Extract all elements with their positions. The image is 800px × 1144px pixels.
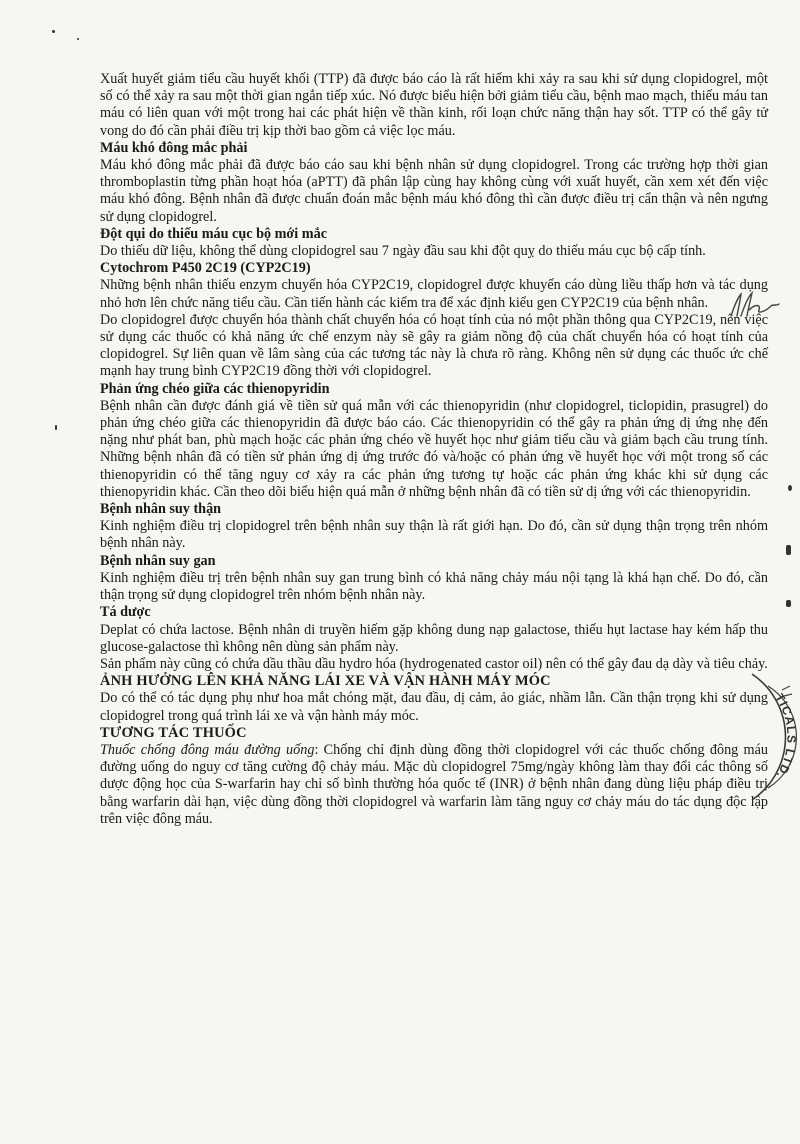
hepatic-impairment-heading: Bệnh nhân suy gan: [100, 552, 216, 569]
scan-speck: [52, 30, 55, 33]
oral-anticoagulants-lead: Thuốc chống đông máu đường uống: [100, 741, 315, 758]
oral-anticoagulants-text: : Chống chỉ định dùng đồng thời clopidogrel với các thuốc chống đông máu đường uống do nguy cơ tăng cường độ chảy máu. Mặc dù clopidogrel 75mg/ngày không làm thay đổi các thông số dược động học của S-warfarin hay chỉ số bình thường hóa quốc tế (INR) ở bệnh nhân đang dùng liệu pháp điều trị bằng warfarin dài hạn, việc dùng đồng thời clopidogrel và warfarin làm tăng nguy cơ chảy máu do tác dụng độc lập trên việc đông máu.: [100, 741, 768, 827]
hepatic-impairment-paragraph: Kinh nghiệm điều trị trên bệnh nhân suy gan trung bình có khả năng chảy máu nội tạng là khá hạn chế. Do đó, cần thận trọng sử dụng clopidogrel trên nhóm bệnh nhân này.: [100, 569, 768, 604]
signature-icon: [725, 290, 785, 322]
excipients-heading: Tá dược: [100, 604, 151, 621]
drug-interactions-paragraph: [100, 742, 768, 828]
ischemic-stroke-heading: Đột qụi do thiếu máu cục bộ mới mắc: [100, 225, 327, 242]
cross-reactivity-paragraph: Bệnh nhân cần được đánh giá về tiền sử quá mẫn với các thienopyridin (như clopidogrel, ticlopidin, prasugrel) do phản ứng chéo giữa các thienopyridin đã được báo cáo. Các thienopyridin có thể gây ra phản ứng dị ứng nhẹ đến nặng như phát ban, phù mạch hoặc các phản ứng chéo về huyết học như giảm tiểu cầu và giảm bạch cầu trung tính. Những bệnh nhân đã có tiền sử phản ứng dị ứng trước đó và/hoặc có phản ứng về huyết học với một trong số các thienopyridin có thể tăng nguy cơ xảy ra các phản ứng tương tự hoặc các phản ứng khác khi sử dụng các thienopyridin khác. Cần theo dõi biểu hiện quá mẫn ở những bệnh nhân đã có tiền sử dị ứng với các thienopyridin.: [100, 397, 768, 500]
renal-impairment-heading: Bệnh nhân suy thận: [100, 501, 222, 518]
renal-impairment-paragraph: Kinh nghiệm điều trị clopidogrel trên bệnh nhân suy thận là rất giới hạn. Do đó, cần sử dụng thận trọng trên nhóm bệnh nhân này.: [100, 518, 768, 552]
scan-speck: [55, 425, 57, 430]
stamp-text: TICALS LTD.: [772, 691, 799, 782]
acquired-hemophilia-paragraph: Máu khó đông mắc phải đã được báo cáo sau khi bệnh nhân sử dụng clopidogrel. Trong các trường hợp thời gian thromboplastin từng phần hoạt hóa (aPTT) đã phân lập cùng hay không cùng với xuất huyết, cần xem xét đến việc máu khó đông. Bệnh nhân đã được chuẩn đoán mắc bệnh máu khó đông thì cần được điều trị cẩn thận và nên ngưng sử dụng clopidogrel.: [100, 157, 768, 225]
svg-text:TICALS LTD.: [772, 691, 798, 782]
scan-speck: [786, 600, 791, 607]
driving-paragraph: Do có thể có tác dụng phụ như hoa mắt chóng mặt, đau đầu, dị cảm, ảo giác, nhầm lẫn. Cần thận trọng khi sử dụng clopidogrel trong quá trình lái xe và vận hành máy móc.: [100, 690, 768, 724]
scan-speck: [77, 38, 79, 40]
scan-speck: [786, 545, 791, 555]
cross-reactivity-heading: Phản ứng chéo giữa các thienopyridin: [100, 380, 330, 397]
excipients-paragraph-1: Deplat có chứa lactose. Bệnh nhân di truyền hiếm gặp không dung nạp galactose, thiếu hụt lactase hay kém hấp thu glucose-galactose thì không nên dùng sản phẩm này.: [100, 621, 768, 655]
cyp2c19-heading: Cytochrom P450 2C19 (CYP2C19): [100, 260, 311, 277]
cyp2c19-paragraph-2: Do clopidogrel được chuyển hóa thành chất chuyển hóa có hoạt tính của nó một phần thông qua CYP2C19, nên việc sử dụng các thuốc có khả năng ức chế enzym này sẽ gây ra giảm nồng độ của chất chuyển hóa có hoạt tính của clopidogrel. Sự liên quan về lâm sàng của các tương tác này là chưa rõ ràng. Không nên sử dụng các thuốc ức chế mạnh hay trung bình CYP2C19 đồng thời với clopidogrel.: [100, 311, 768, 380]
excipients-paragraph-2: Sản phẩm này cũng có chứa dầu thầu dầu hydro hóa (hydrogenated castor oil) nên có thể gây đau dạ dày và tiêu chảy.: [100, 655, 768, 672]
company-stamp-icon: [738, 672, 800, 802]
drug-interactions-heading: TƯƠNG TÁC THUỐC: [100, 724, 247, 741]
driving-heading: ẢNH HƯỞNG LÊN KHẢ NĂNG LÁI XE VÀ VẬN HÀNH MÁY MÓC: [100, 673, 551, 690]
acquired-hemophilia-heading: Máu khó đông mắc phải: [100, 139, 248, 156]
ttp-paragraph: Xuất huyết giảm tiểu cầu huyết khối (TTP) đã được báo cáo là rất hiếm khi xảy ra sau khi sử dụng clopidogrel, một số có thể xảy ra sau một thời gian ngắn tiếp xúc. Nó được biểu hiện bởi giảm tiểu cầu, bệnh mao mạch, thiếu máu tan máu có liên quan với một trong hai các phát hiện về thần kinh, rối loạn chức năng thận hay sốt. TTP có thể gây tử vong do đó cần phải điều trị kịp thời bao gồm cả việc lọc máu.: [100, 71, 768, 139]
document-page: [100, 71, 768, 828]
ischemic-stroke-paragraph: Do thiếu dữ liệu, không thể dùng clopidogrel sau 7 ngày đầu sau khi đột quỵ do thiếu máu cục bộ cấp tính.: [100, 243, 706, 260]
cyp2c19-paragraph-1: Những bệnh nhân thiếu enzym chuyển hóa CYP2C19, clopidogrel được khuyến cáo dùng liều thấp hơn và tác dụng nhỏ hơn lên chức năng tiểu cầu. Cần tiến hành các kiểm tra để xác định kiểu gen CYP2C19 của bệnh nhân.: [100, 277, 768, 311]
scan-speck: [788, 485, 792, 491]
